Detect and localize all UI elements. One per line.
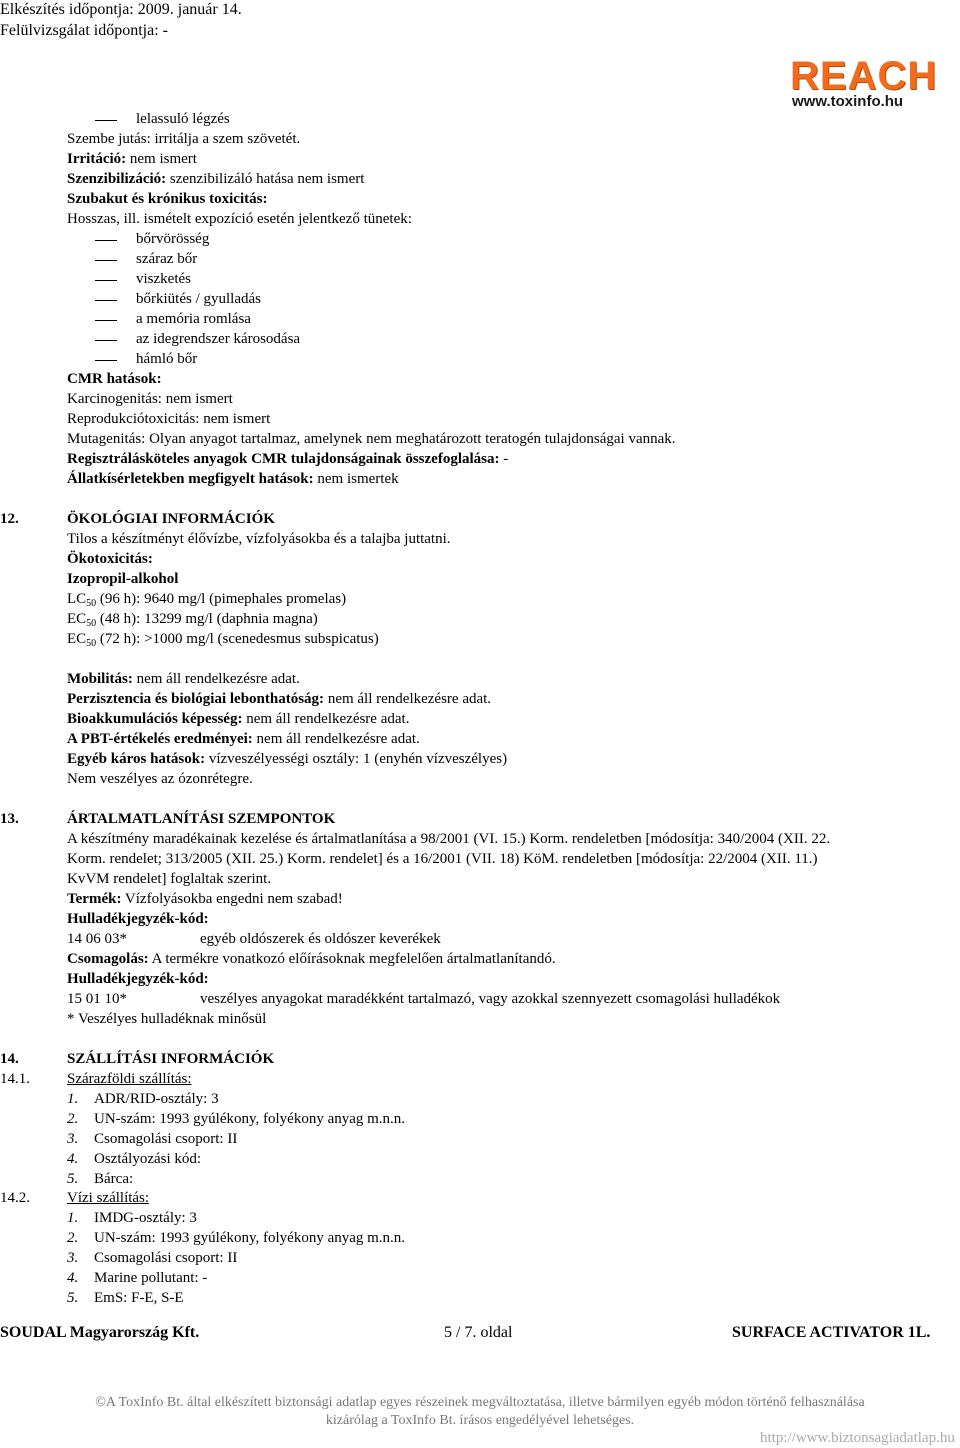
animal-tests: Állatkísérletekben megfigyelt hatások: nem ismertek [67, 471, 399, 487]
dash-icon [95, 320, 117, 321]
registration-summary: Regisztrálásköteles anyagok CMR tulajdonságainak összefoglalása: - [67, 451, 509, 467]
section-12-number: 12. [0, 511, 19, 527]
transport-item-text: UN-szám: 1993 gyúlékony, folyékony anyag m.n.n. [94, 1111, 406, 1127]
dash-icon [95, 300, 117, 301]
transport-item-text: ADR/RID-osztály: 3 [94, 1091, 219, 1107]
other-effects: Egyéb káros hatások: vízveszélyességi osztály: 1 (enyhén vízveszélyes) [67, 751, 508, 767]
dash-icon [95, 120, 117, 121]
transport-item-number: 1. [67, 1210, 79, 1226]
transport-item-text: IMDG-osztály: 3 [94, 1210, 197, 1226]
copyright-note-1: ©A ToxInfo Bt. által elkészített biztonsági adatlap egyes részeinek megváltoztatása, illetve bármilyen egyéb módon történő felhasználása [95, 1395, 865, 1410]
dash-icon [95, 260, 117, 261]
transport-item-text: Csomagolási csoport: II [94, 1250, 238, 1266]
transport-item-text: Csomagolási csoport: II [94, 1131, 238, 1147]
transport-item-number: 1. [67, 1091, 79, 1107]
lc50-value: $LC_{50}$ (96 h): 9640 mg/l (pimephales promelas) [67, 591, 347, 609]
disposal-text-2: Korm. rendelet; 313/2005 (XII. 25.) Korm. rendelet] és a 16/2001 (VII. 18) KöM. rendeletben [módosítja: 22/2004 (XII. 11.) [67, 851, 818, 867]
transport-item-text: Marine pollutant: - [94, 1270, 208, 1286]
section-13-title: ÁRTALMATLANÍTÁSI SZEMPONTOK [67, 811, 336, 827]
transport-item-number: 3. [67, 1250, 79, 1266]
disposal-text-3: KvVM rendelet] foglaltak szerint. [67, 871, 272, 887]
hazardous-waste-note: * Veszélyes hulladéknak minősül [67, 1011, 267, 1027]
created-date: Elkészítés időpontja: 2009. január 14. [0, 1, 242, 18]
disposal-text-1: A készítmény maradékainak kezelése és ártalmatlanítása a 98/2001 (VI. 15.) Korm. rendeletben [módosítja: 340/2004 (XII. 22. [67, 831, 831, 847]
product-disposal: Termék: Vízfolyásokba engedni nem szabad! [67, 891, 343, 907]
ec50-algae: $EC_{50}$ (72 h): >1000 mg/l (scenedesmus subspicatus) [67, 631, 379, 649]
sea-transport-number: 14.2. [0, 1190, 30, 1206]
footer-page-number: 5 / 7. oldal [444, 1324, 513, 1341]
reach-logo: REACH [790, 54, 938, 98]
bioaccumulation: Bioakkumulációs képesség: nem áll rendelkezésre adat. [67, 711, 410, 727]
subacute-heading: Szubakut és krónikus toxicitás: [67, 191, 268, 207]
waste-code-2-desc: veszélyes anyagokat maradékként tartalmazó, vagy azokkal szennyezett csomagolási hulladékok [200, 991, 781, 1007]
transport-item-text: Osztályozási kód: [94, 1151, 202, 1167]
sea-transport-title: Vízi szállítás: [67, 1190, 150, 1206]
waste-code-heading-1: Hulladékjegyzék-kód: [67, 911, 209, 927]
reproductive-toxicity: Reprodukciótoxicitás: nem ismert [67, 411, 271, 427]
sensitisation: Szenzibilizáció: szenzibilizáló hatása nem ismert [67, 171, 365, 187]
long-term-text: Hosszas, ill. ismételt expozíció esetén jelentkező tünetek: [67, 211, 412, 227]
section-14-title: SZÁLLÍTÁSI INFORMÁCIÓK [67, 1051, 275, 1067]
transport-item-text: UN-szám: 1993 gyúlékony, folyékony anyag m.n.n. [94, 1230, 406, 1246]
logo-url: www.toxinfo.hu [792, 93, 904, 110]
transport-item-number: 3. [67, 1131, 79, 1147]
transport-item-number: 5. [67, 1171, 79, 1187]
dash-icon [95, 280, 117, 281]
irritation: Irritáció: nem ismert [67, 151, 197, 167]
land-transport-title: Szárazföldi szállítás: [67, 1071, 192, 1087]
footer-product: SURFACE ACTIVATOR 1L. [732, 1324, 931, 1341]
section-14-number: 14. [0, 1051, 19, 1067]
cmr-heading: CMR hatások: [67, 371, 162, 387]
mutagenicity: Mutagenitás: Olyan anyagot tartalmaz, amelynek nem meghatározott teratogén tulajdonságai vannak. [67, 431, 676, 447]
persistence: Perzisztencia és biológiai lebonthatóság: nem áll rendelkezésre adat. [67, 691, 492, 707]
copyright-note-2: kizárólag a ToxInfo Bt. írásos engedélyével lehetséges. [325, 1413, 635, 1428]
dash-icon [95, 360, 117, 361]
dash-icon [95, 240, 117, 241]
section-12-title: ÖKOLÓGIAI INFORMÁCIÓK [67, 511, 275, 527]
ec50-daphnia: $EC_{50}$ (48 h): 13299 mg/l (daphnia magna) [67, 611, 318, 629]
packaging-disposal: Csomagolás: A termékre vonatkozó előírásoknak megfelelően ártalmatlanítandó. [67, 951, 556, 967]
watermark-url: http://www.biztonsagiadatlap.hu [760, 1430, 955, 1446]
pbt-assessment: A PBT-értékelés eredményei: nem áll rendelkezésre adat. [67, 731, 420, 747]
waste-code-heading-2: Hulladékjegyzék-kód: [67, 971, 209, 987]
eye-contact: Szembe jutás: irritálja a szem szövetét. [67, 131, 301, 147]
waste-code-2: 15 01 10* [67, 991, 127, 1007]
waste-code-1-desc: egyéb oldószerek és oldószer keverékek [200, 931, 441, 947]
footer-company: SOUDAL Magyarország Kft. [0, 1324, 200, 1341]
mobility: Mobilitás: nem áll rendelkezésre adat. [67, 671, 300, 687]
carcinogenicity: Karcinogenitás: nem ismert [67, 391, 233, 407]
transport-item-number: 5. [67, 1290, 79, 1306]
substance-name: Izopropil-alkohol [67, 571, 179, 587]
transport-item-number: 4. [67, 1270, 79, 1286]
transport-item-number: 2. [67, 1230, 79, 1246]
land-transport-number: 14.1. [0, 1071, 30, 1087]
transport-item-text: Bárca: [94, 1171, 134, 1187]
transport-item-text: EmS: F-E, S-E [94, 1290, 184, 1306]
eco-intro: Tilos a készítményt élővízbe, vízfolyásokba és a talajba juttatni. [67, 531, 451, 547]
ozone-note: Nem veszélyes az ózonrétegre. [67, 771, 253, 787]
revised-date: Felülvizsgálat időpontja: - [0, 22, 168, 39]
waste-code-1: 14 06 03* [67, 931, 127, 947]
dash-icon [95, 340, 117, 341]
transport-item-number: 2. [67, 1111, 79, 1127]
ecotox-heading: Ökotoxicitás: [67, 551, 153, 567]
transport-item-number: 4. [67, 1151, 79, 1167]
section-13-number: 13. [0, 811, 19, 827]
